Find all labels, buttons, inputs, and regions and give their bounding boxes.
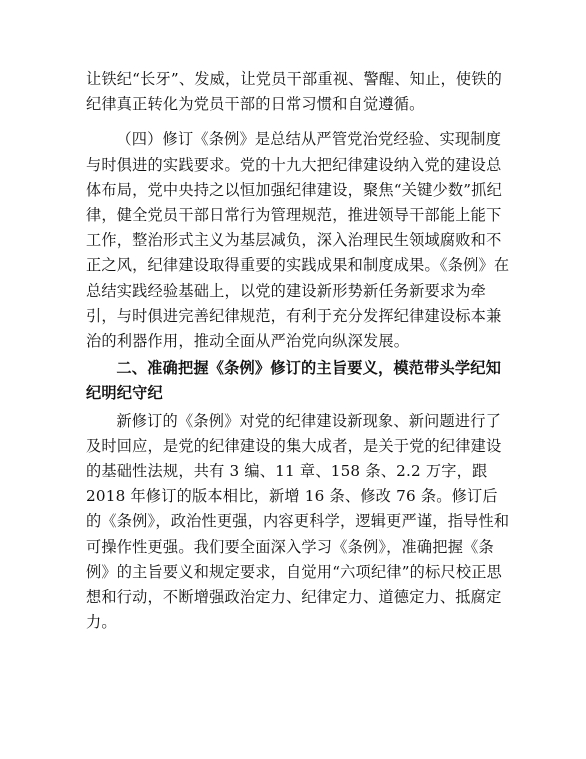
document-page	[86, 67, 510, 635]
paragraph-body: 新修订的《条例》对党的纪律建设新现象、新问题进行了及时回应，是党的纪律建设的集大成者，是关于党的纪律建设的基础性法规，共有 3 编、11 章、158 条、2.2 万字，跟 2018 年修订的版本相比，新增 16 条、修改 76 条。修订后的《条例》，政治性更强，内容更科学，逻辑更严谨，指导性和可操作性更强。我们要全面深入学习《条例》，准确把握《条例》的主旨要义和规定要求，自觉用“六项纪律”的标尺校正思想和行动，不断增强政治定力、纪律定力、道德定力、抵腐定力。	[86, 411, 510, 632]
paragraph-continuation: 让铁纪“长牙”、发威，让党员干部重视、警醒、知止，使铁的纪律真正转化为党员干部的日常习惯和自觉遵循。	[86, 70, 503, 114]
section-heading: 二、准确把握《条例》修订的主旨要义，模范带头学纪知纪明纪守纪	[86, 359, 502, 403]
paragraph-section-four: （四）修订《条例》是总结从严管党治党经验、实现制度与时俱进的实践要求。党的十九大把纪律建设纳入党的建设总体布局，党中央持之以恒加强纪律建设，聚焦“关键少数”抓纪律，健全党员干部日常行为管理规范，推进领导干部能上能下工作，整治形式主义为基层减负，深入治理民生领域腐败和不正之风，纪律建设取得重要的实践成果和制度成果。《条例》在总结实践经验基础上，以党的建设新形势新任务新要求为牵引，与时俱进完善纪律规范，有利于充分发挥纪律建设标本兼治的利器作用，推动全面从严治党向纵深发展。	[86, 130, 510, 351]
